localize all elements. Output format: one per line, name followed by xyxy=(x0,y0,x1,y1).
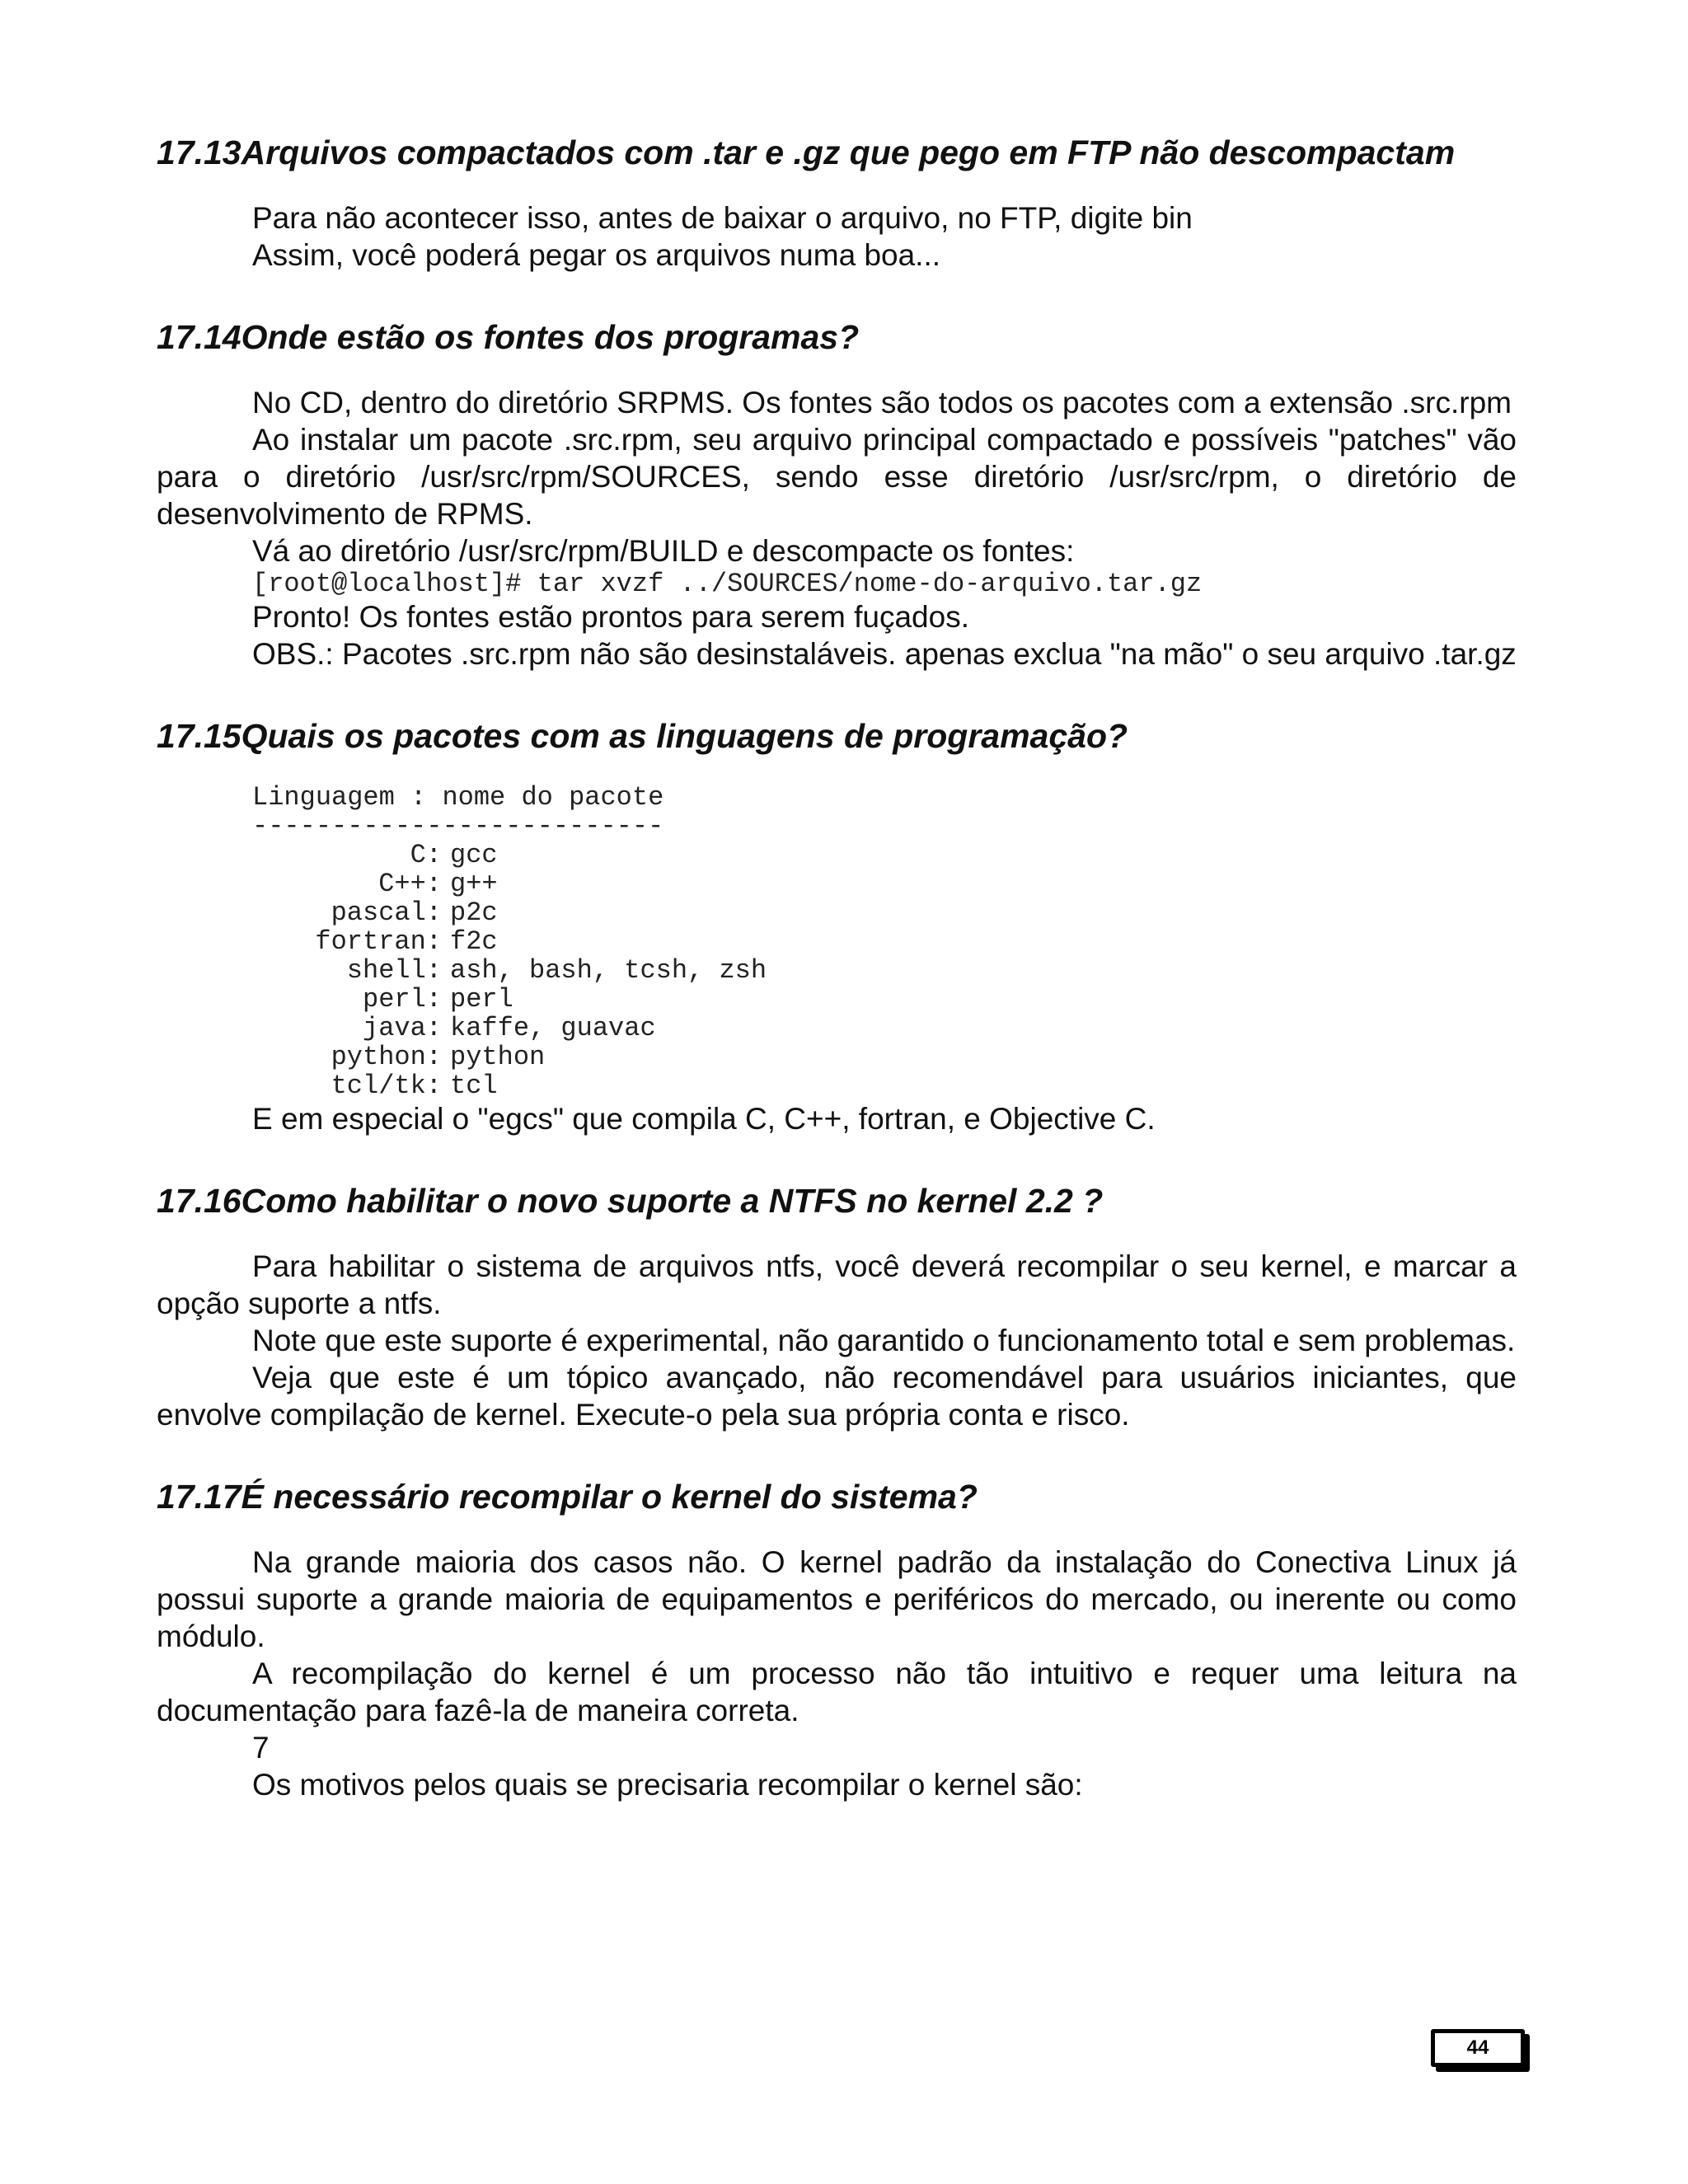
section-heading xyxy=(157,316,1517,358)
table-header: Linguagem : nome do pacote xyxy=(252,782,664,813)
paragraph: A recompilação do kernel é um processo não tão intuitivo e requer uma leitura na documentação para fazê-la de maneira correta. xyxy=(157,1657,1517,1727)
section-17-15 xyxy=(157,715,1517,1137)
section-number: 17.15 xyxy=(157,717,241,755)
package-cell: p2c xyxy=(450,898,498,928)
paragraph: Pronto! Os fontes estão prontos para serem fuçados. xyxy=(252,600,969,634)
table-row xyxy=(252,1071,1517,1100)
section-heading xyxy=(157,715,1517,757)
language-cell: shell: xyxy=(346,955,442,986)
table-row xyxy=(252,841,1517,869)
table-row xyxy=(252,898,1517,927)
package-cell: kaffe, guavac xyxy=(450,1013,656,1043)
section-title: Onde estão os fontes dos programas? xyxy=(241,318,860,356)
section-title: Arquivos compactados com .tar e .gz que pego em FTP não descompactam xyxy=(241,134,1456,171)
section-17-17 xyxy=(157,1476,1517,1803)
table-row xyxy=(252,927,1517,956)
paragraph: Ao instalar um pacote .src.rpm, seu arquivo principal compactado e possíveis "patches" vão para o diretório /usr/src/rpm/SOURCES, sendo esse diretório /usr/src/rpm, o diretório de desenvolvimento de RPMS. xyxy=(157,423,1517,531)
language-cell: java: xyxy=(362,1013,442,1043)
package-cell: f2c xyxy=(450,926,498,957)
package-cell: python xyxy=(450,1042,546,1072)
section-title: Como habilitar o novo suporte a NTFS no kernel 2.2 ? xyxy=(241,1182,1104,1220)
section-number: 17.14 xyxy=(157,318,241,356)
section-17-14 xyxy=(157,316,1517,673)
paragraph: Vá ao diretório /usr/src/rpm/BUILD e descompacte os fontes: xyxy=(252,534,1075,568)
paragraph: Os motivos pelos quais se precisaria recompilar o kernel são: xyxy=(252,1768,1083,1802)
language-cell: tcl/tk: xyxy=(331,1071,442,1101)
package-cell: tcl xyxy=(450,1071,498,1101)
section-17-16 xyxy=(157,1180,1517,1433)
section-title: É necessário recompilar o kernel do sistema? xyxy=(241,1478,978,1516)
table-row xyxy=(252,869,1517,898)
page-number: 44 xyxy=(1466,2036,1489,2059)
shell-command: [root@localhost]# tar xvzf ../SOURCES/nome-do-arquivo.tar.gz xyxy=(252,569,1203,599)
section-title: Quais os pacotes com as linguagens de programação? xyxy=(241,717,1128,755)
paragraph: E em especial o "egcs" que compila C, C++, fortran, e Objective C. xyxy=(252,1102,1156,1136)
language-cell: fortran: xyxy=(315,926,442,957)
paragraph: 7 xyxy=(252,1731,270,1765)
section-number: 17.16 xyxy=(157,1182,241,1220)
paragraph: OBS.: Pacotes .src.rpm não são desinstaláveis. apenas exclua "na mão" o seu arquivo .tar.gz xyxy=(252,637,1517,671)
package-cell: perl xyxy=(450,984,513,1015)
paragraph: Para não acontecer isso, antes de baixar o arquivo, no FTP, digite bin xyxy=(252,201,1193,235)
language-cell: C++: xyxy=(378,869,442,899)
section-heading xyxy=(157,1476,1517,1517)
table-row xyxy=(252,1014,1517,1043)
table-row xyxy=(252,985,1517,1014)
language-cell: C: xyxy=(410,840,442,870)
paragraph: Assim, você poderá pegar os arquivos numa boa... xyxy=(252,238,941,272)
table-row xyxy=(252,956,1517,985)
package-cell: g++ xyxy=(450,869,498,899)
paragraph: No CD, dentro do diretório SRPMS. Os fontes são todos os pacotes com a extensão .src.rpm xyxy=(252,386,1512,419)
table-row xyxy=(252,1043,1517,1071)
paragraph: Na grande maioria dos casos não. O kernel padrão da instalação do Conectiva Linux já possui suporte a grande maioria de equipamentos e periféricos do mercado, ou inerente ou como módulo. xyxy=(157,1545,1517,1653)
language-cell: perl: xyxy=(362,984,442,1015)
section-heading xyxy=(157,132,1517,173)
section-heading xyxy=(157,1180,1517,1221)
language-cell: pascal: xyxy=(331,898,442,928)
paragraph: Veja que este é um tópico avançado, não recomendável para usuários iniciantes, que envolve compilação de kernel. Execute-o pela sua própria conta e risco. xyxy=(157,1361,1517,1432)
section-number: 17.13 xyxy=(157,134,241,171)
page-content xyxy=(157,132,1517,1803)
page-number-badge xyxy=(1431,2029,1525,2067)
package-cell: ash, bash, tcsh, zsh xyxy=(450,955,767,986)
language-package-table xyxy=(157,783,1517,1100)
section-number: 17.17 xyxy=(157,1478,241,1516)
paragraph: Para habilitar o sistema de arquivos ntfs, você deverá recompilar o seu kernel, e marcar a opção suporte a ntfs. xyxy=(157,1249,1517,1320)
paragraph: Note que este suporte é experimental, não garantido o funcionamento total e sem problemas. xyxy=(252,1324,1516,1357)
table-rule: -------------------------- xyxy=(252,811,664,841)
section-17-13 xyxy=(157,132,1517,274)
language-cell: python: xyxy=(331,1042,442,1072)
package-cell: gcc xyxy=(450,840,498,870)
